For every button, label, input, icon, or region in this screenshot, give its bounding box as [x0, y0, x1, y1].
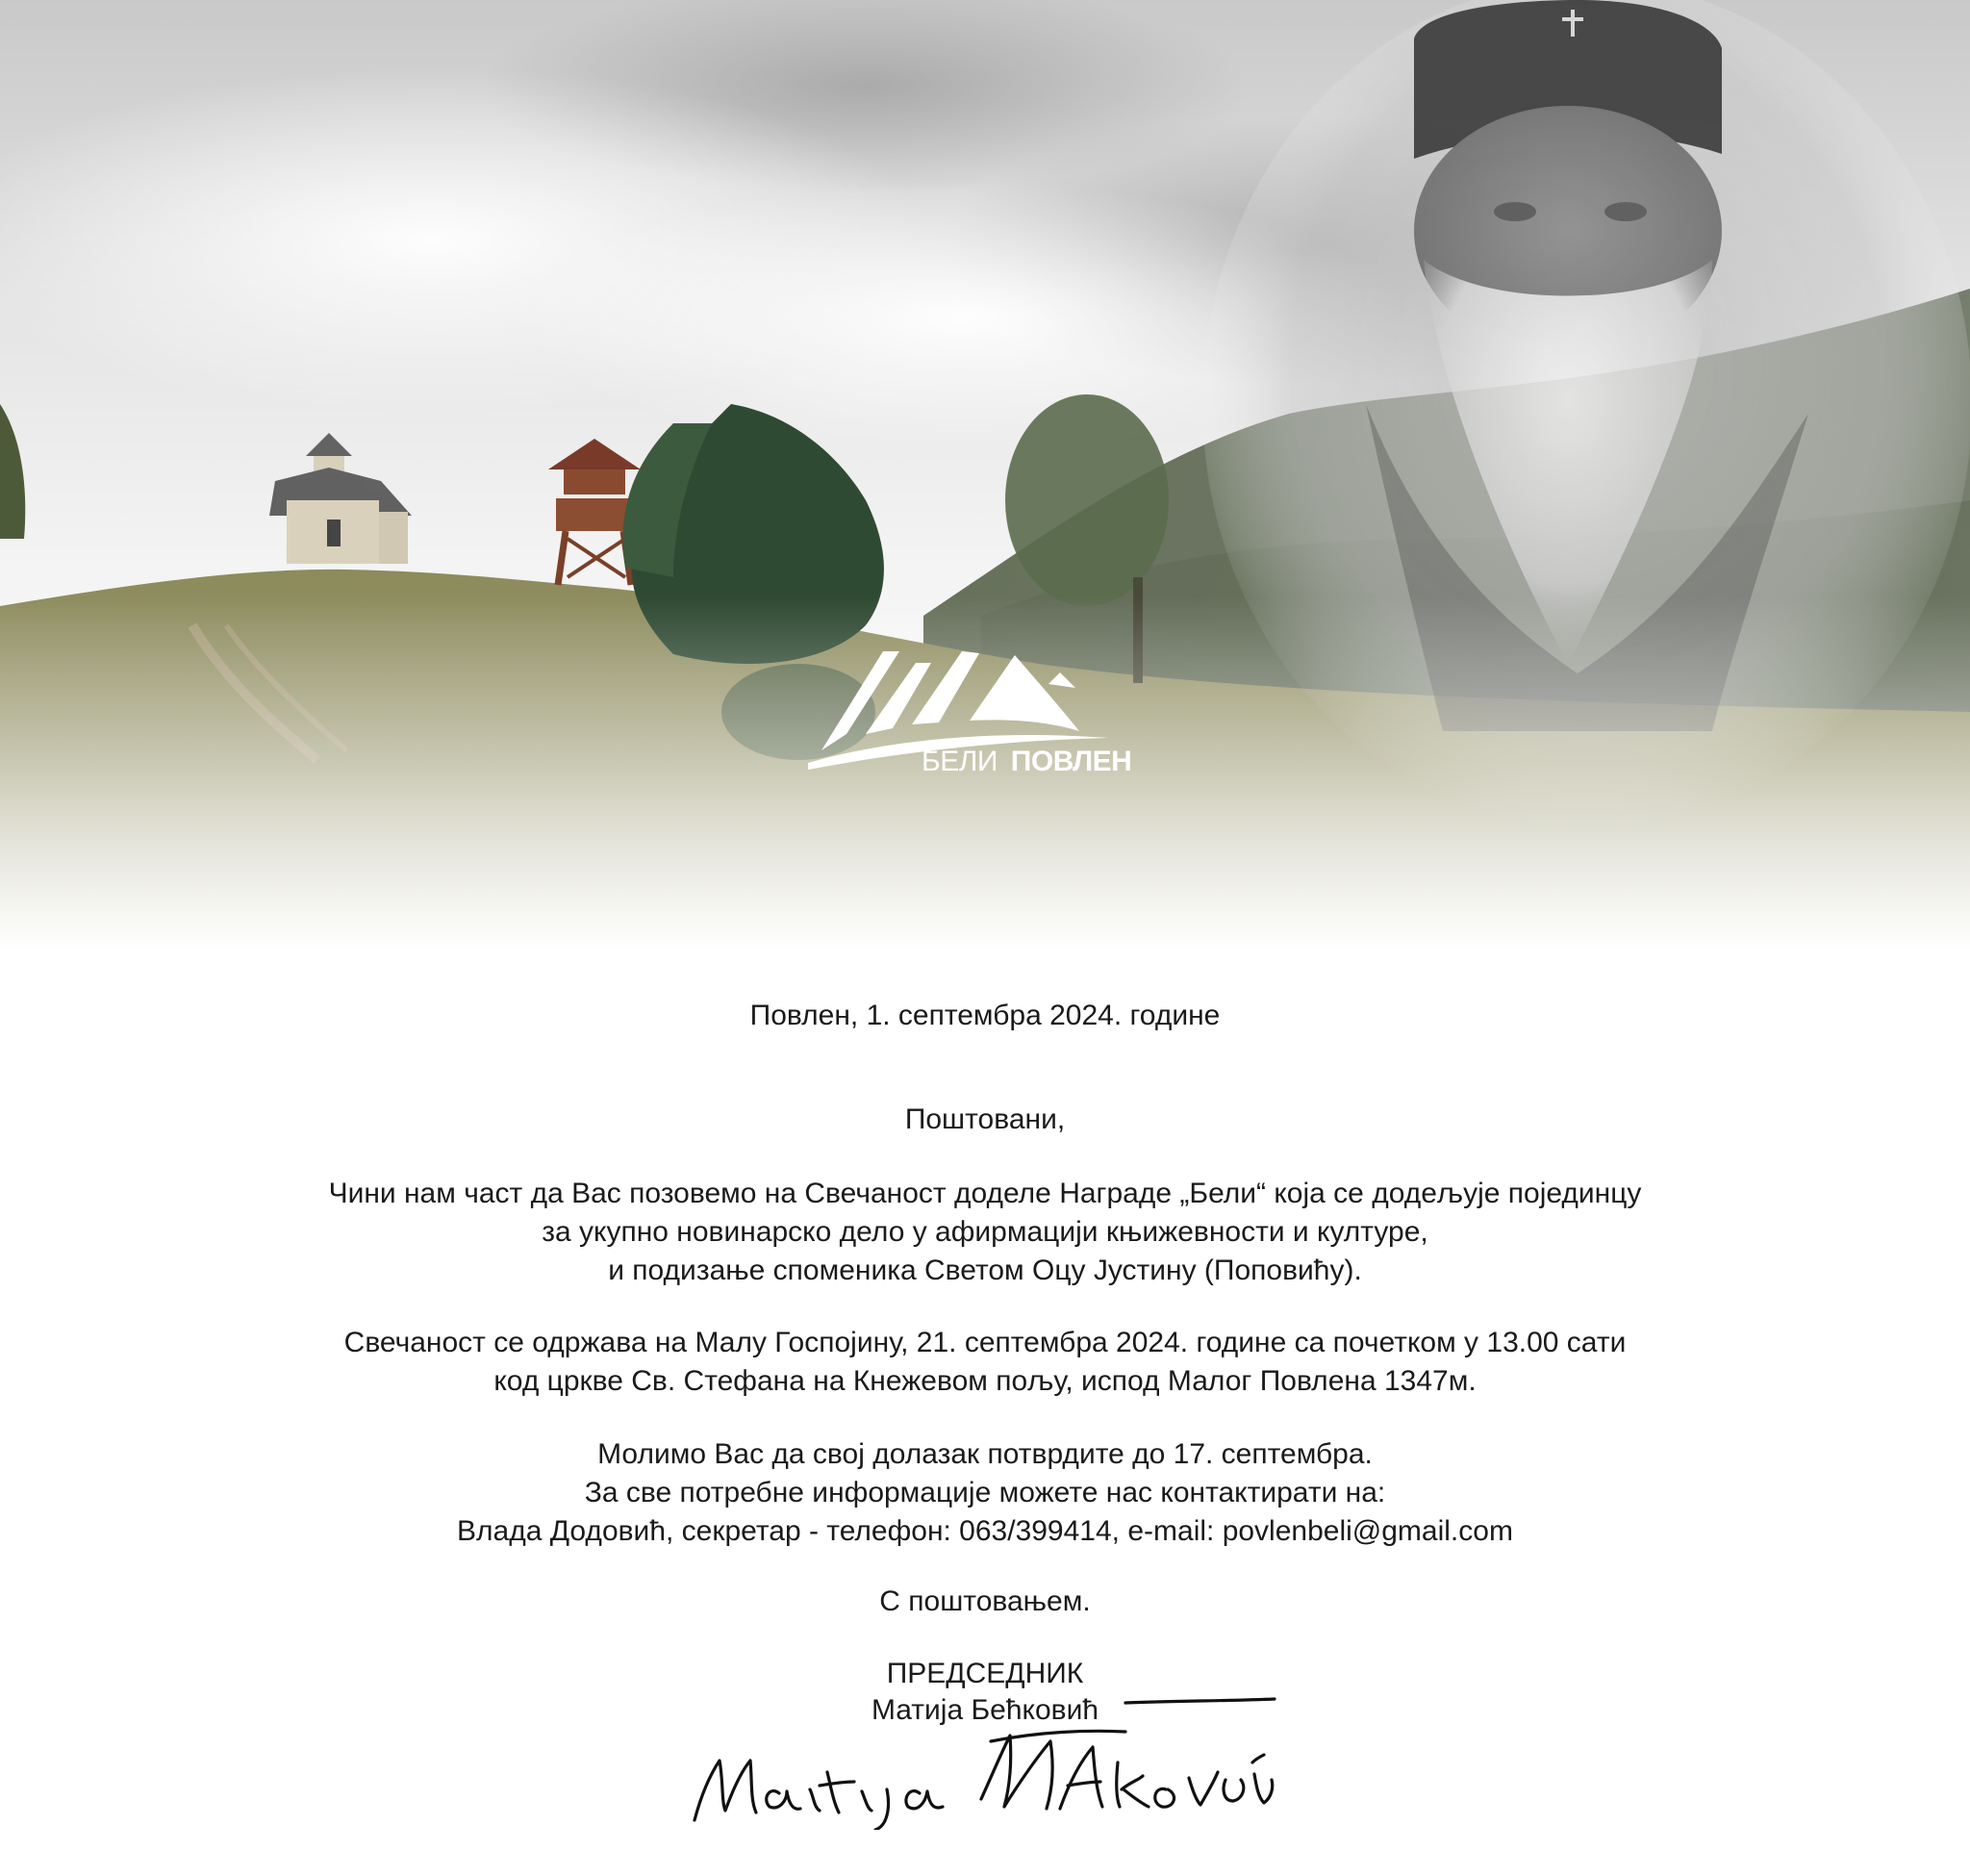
- paragraph-line: и подизање споменика Светом Оцу Јустину (Поповићу).: [608, 1255, 1362, 1286]
- paragraph-line: За све потребне информације можете нас контактирати на:: [584, 1477, 1386, 1508]
- beli-povlen-logo: [808, 630, 1154, 784]
- svg-text:БЕЛИ ПОВЛЕН: [922, 746, 1131, 777]
- paragraph-line: за укупно новинарско дело у афирмацији књижевности и културе,: [542, 1216, 1428, 1248]
- handwritten-signature: [673, 1686, 1289, 1830]
- closing: С поштовањем.: [879, 1585, 1091, 1617]
- paragraph-contact: [0, 1435, 1970, 1551]
- paragraph-line: Чини нам част да Вас позовемо на Свечаност доделе Награде „Бели“ која се додељује појединцу: [328, 1178, 1642, 1209]
- signer-name: Матија Бећковић: [871, 1694, 1099, 1726]
- paragraph-invitation: [0, 1175, 1970, 1290]
- paragraph-event-details: [0, 1324, 1970, 1401]
- signer-title: ПРЕДСЕДНИК: [886, 1658, 1084, 1689]
- salutation: Поштовани,: [904, 1103, 1066, 1135]
- logo-text-bold: ПОВЛЕН: [1010, 746, 1132, 777]
- logo-text-light: БЕЛИ: [922, 746, 998, 777]
- paragraph-line: код цркве Св. Стефана на Кнежевом пољу, испод Малог Повлена 1347м.: [493, 1365, 1477, 1397]
- paragraph-line: Влада Додовић, секретар - телефон: 063/399414, e-mail: povlenbeli@gmail.com: [457, 1515, 1513, 1547]
- paragraph-line: Молимо Вас да свој долазак потврдите до 17. септембра.: [597, 1438, 1373, 1470]
- date-line: Повлен, 1. септембра 2024. године: [749, 1000, 1221, 1031]
- paragraph-line: Свечаност се одржава на Малу Госпојину, 21. септембра 2024. године са почетком у 13.00 сати: [343, 1327, 1627, 1358]
